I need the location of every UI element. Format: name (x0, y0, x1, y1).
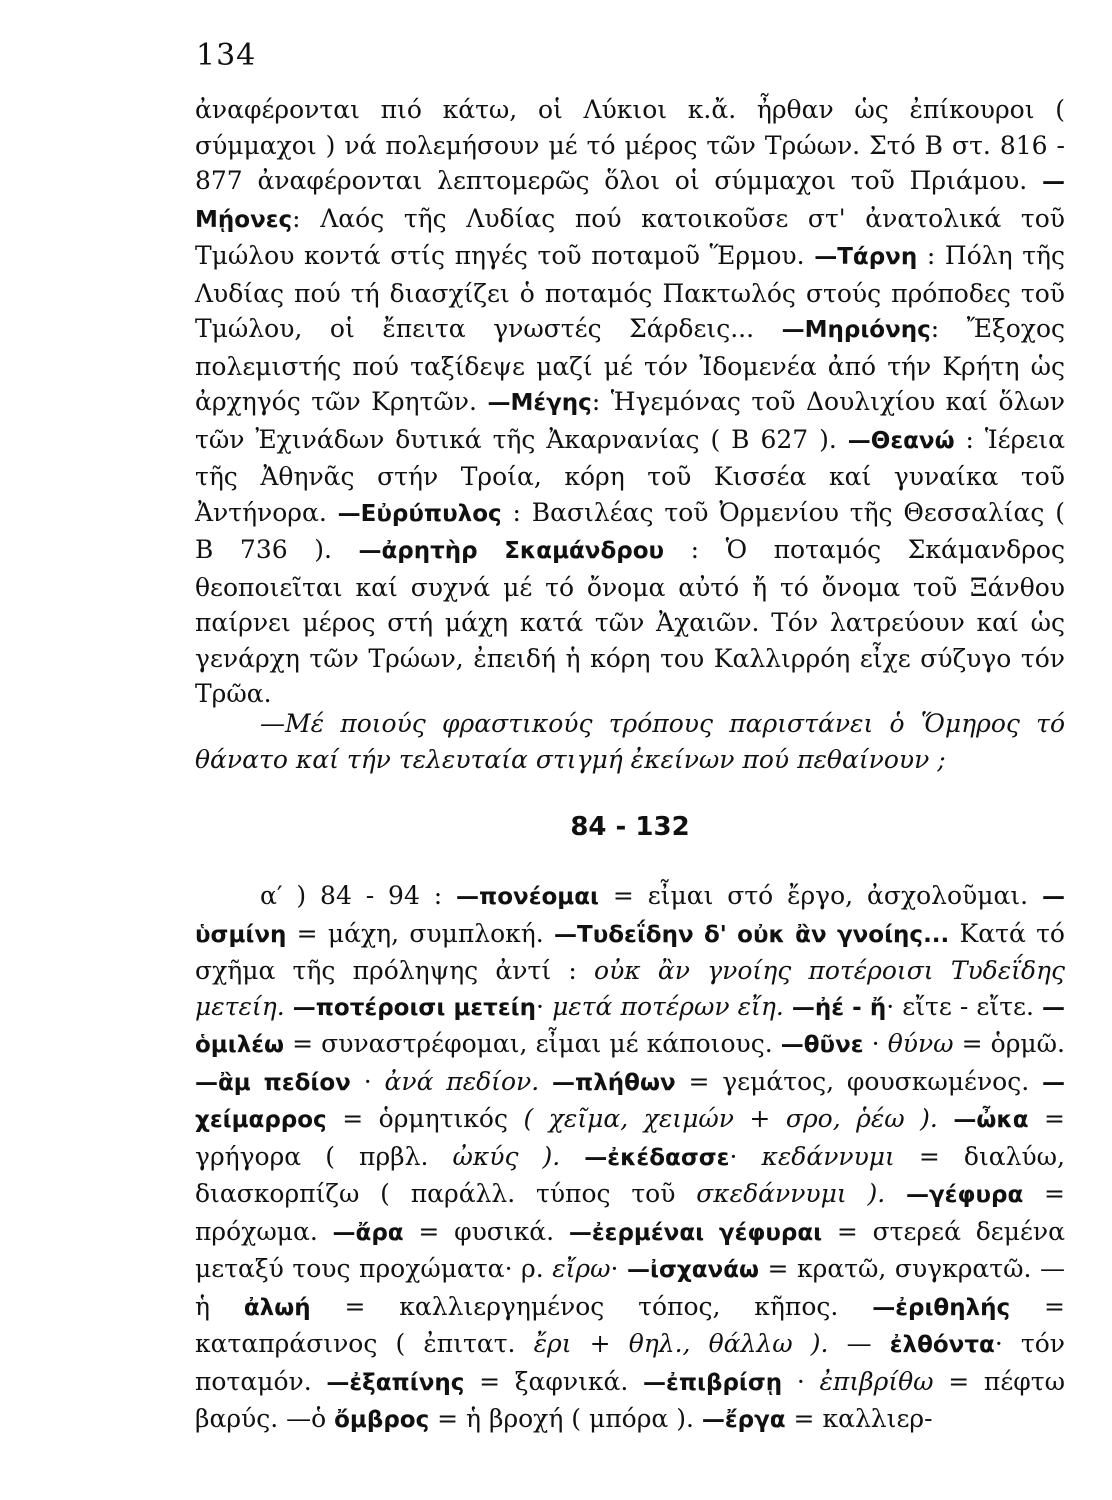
lemma-term: —πονέομαι (456, 884, 599, 910)
lemma-term: —ἰσχανάω (627, 1257, 759, 1283)
lemma-term: —ἐκέδασσε (584, 1144, 730, 1171)
text-run: = μάχη, συμπλοκή. (286, 918, 555, 948)
text-run: = πρόχωμα. (195, 1179, 1065, 1246)
lemma-term: —θῦνε (780, 1032, 864, 1058)
lemma-term: —Εὐρύπυλος (337, 500, 502, 527)
greek-citation: κεδάννυμι (761, 1141, 895, 1171)
text-run: = ὁρμῶ. (953, 1029, 1066, 1058)
text-run: · (782, 1366, 820, 1396)
lemma-term: —ἄρα (332, 1219, 404, 1246)
lemma-term: ὄμβρος (334, 1407, 430, 1433)
text-run (560, 1142, 584, 1171)
lemma-term: —ποτέροισι μετείη (292, 994, 537, 1021)
greek-citation: ἀνά πεδίον. (384, 1066, 540, 1096)
text-run: ἀναφέρονται πιό κάτω, οἱ Λύκιοι κ.ἄ. ἦρθαν ὡς ἐπίκουροι ( σύμμαχοι ) νά πολεμήσουν μέ τό μέρος τῶν Τρώων. Στό Β στ. 816 - 877 ἀναφέρονται λεπτομερῶς ὅλοι οἱ σύμμαχοι τοῦ Πριάμου. (195, 95, 1065, 195)
lemma-term: —ἔργα (701, 1407, 786, 1433)
text-run: : Ὁ ποταμός Σκάμανδρος θεοποιεῖται καί συχνά μέ τό ὄνομα αὐτό ἤ τό ὄνομα τοῦ Ξάνθου παίρνει μέρος στή μάχη κατά τῶν Ἀχαιῶν. Τόν λατρεύουν καί ὡς γενάρχη τῶν Τρώων, ἐπειδή ἡ κόρη του Καλλιρρόη εἶχε σύζυγο τόν Τρῶα. (195, 535, 1065, 708)
text-run: = γρήγορα ( πρβλ. (195, 1104, 1065, 1171)
text-run: = ὁρμητικός (326, 1104, 524, 1133)
lemma-term: —Τάρνη (814, 244, 918, 270)
text-run: Κατά τό σχῆμα τῆς πρόληψης ἀντί : (195, 918, 1065, 985)
text-run: · (610, 1254, 628, 1283)
greek-citation: ἔρι + θηλ., θάλλω ). (533, 1329, 829, 1358)
text-run: = φυσικά. (403, 1216, 569, 1246)
lemma-term: —Μέγης (487, 390, 592, 416)
lemma-term: —γέφυρα (905, 1182, 1024, 1208)
text-run: : Βασιλέας τοῦ Ὀρμενίου τῆς Θεσσαλίας ( Β 736 ). (195, 497, 1065, 564)
text-run (938, 1104, 954, 1133)
text-run: = ξαφνικά. (464, 1366, 644, 1396)
text-run (285, 992, 293, 1021)
lemma-term: —ὦκα (953, 1107, 1029, 1133)
lemma-term: —ἐπιβρίσῃ (643, 1369, 783, 1396)
lemma-term: —ὑσμίνη (195, 884, 1065, 948)
page-number: 134 (196, 38, 257, 73)
lemma-term: —Τυδεΐδην δ' οὐκ ἂν γνοίης... (554, 921, 950, 948)
lemma-term: —ἠέ - ἤ (791, 994, 887, 1021)
text-run: · (536, 991, 553, 1021)
greek-citation: οὐκ ἂν γνοίης ποτέροισι Τυδεΐδης μετείη. (195, 956, 1065, 1021)
lemma-term: —πλήθων (552, 1069, 676, 1096)
lemma-term: ἐλθόντα (889, 1332, 995, 1358)
text-run: · (863, 1029, 888, 1058)
lemma-term: —ἐερμέναι γέφυραι (568, 1219, 823, 1246)
text-run: · (350, 1066, 385, 1096)
lemma-term: —ἐξαπίνης (326, 1369, 465, 1396)
lemma-term: —ὁμιλέω (195, 994, 1066, 1058)
text-run: = ἡ βροχή ( μπόρα ). (429, 1404, 702, 1433)
text-run: : Λαός τῆς Λυδίας πού κατοικοῦσε στ' ἀνατολικά τοῦ Τμώλου κοντά στίς πηγές τοῦ ποταμοῦ Ἕρμου. (195, 203, 1065, 270)
lemma-term: —Μηριόνης (781, 317, 931, 343)
text-run: — (828, 1329, 890, 1358)
text-run: = στερεά δεμένα μεταξύ τους προχώματα· ρ. (195, 1216, 1065, 1283)
text-run: = εἶμαι στό ἔργο, ἀσχολοῦμαι. (599, 881, 1042, 910)
lemma-term: —ἀρητὴρ Σκαμάνδρου (358, 538, 665, 564)
text-run: = πέφτω βαρύς. —ὁ (195, 1366, 1066, 1433)
lemma-term: —χείμαρρος (195, 1069, 1065, 1133)
text-run: = κρατῶ, συγκρατῶ. —ἡ (195, 1254, 1065, 1321)
lemma-term: —Μῄονες (195, 169, 1065, 233)
text-run: = καλλιεργημένος τόπος, κῆπος. (310, 1291, 873, 1321)
section-heading: 84 - 132 (570, 812, 690, 842)
text-run: = συναστρέφομαι, εἶμαι μέ κάποιους. (284, 1029, 781, 1058)
greek-citation: μετά ποτέρων εἴη. (552, 991, 784, 1021)
greek-citation: εἴρω (552, 1254, 611, 1283)
text-run (539, 1067, 552, 1096)
text-run: = διαλύω, διασκορπίζω ( παράλλ. τύπος τοῦ (195, 1141, 1065, 1208)
lemma-term: —ἂμ πεδίον (195, 1069, 351, 1096)
text-run: : Ἡγεμόνας τοῦ Δουλιχίου καί ὅλων τῶν Ἐχινάδων δυτικά τῆς Ἀκαρνανίας ( Β 627 ). (195, 387, 1065, 454)
text-run (784, 992, 792, 1021)
text-run: · τόν ποταμόν. (195, 1329, 1065, 1396)
lemma-term: —ἐριθηλής (872, 1294, 1011, 1321)
text-run: = γεμάτος, φουσκωμένος. (675, 1066, 1042, 1096)
text-run: : Ἱέρεια τῆς Ἀθηνᾶς στήν Τροία, κόρη τοῦ Κισσέα καί γυναίκα τοῦ Ἀντήνορα. (195, 424, 1065, 527)
greek-citation: σκεδάννυμι ). (696, 1179, 886, 1208)
text-run: α′ ) 84 - 94 : (260, 881, 457, 910)
study-question: —Μέ ποιούς φραστικούς τρόπους παριστάνει ὁ Ὅμηρος τό θάνατο καί τήν τελευταία στιγμή ἐκείνων πού πεθαίνουν ; (195, 709, 1065, 774)
text-run: · (729, 1141, 762, 1171)
text-run: : Ἔξοχος πολεμιστής πού ταξίδεψε μαζί μέ τόν Ἰδομενέα ἀπό τήν Κρήτη ὡς ἀρχηγός τῶν Κρητῶν. (195, 314, 1065, 416)
text-run: = καλλιερ- (785, 1404, 933, 1433)
greek-citation: ὠκύς ). (452, 1141, 561, 1171)
text-run: · εἴτε - εἴτε. (886, 991, 1043, 1021)
lemma-term: ἀλωή (243, 1294, 311, 1321)
text-run (885, 1179, 906, 1208)
text-run: = καταπράσινος ( ἐπιτατ. (195, 1291, 1065, 1358)
text-run: : Πόλη τῆς Λυδίας πού τή διασχίζει ὁ ποταμός Πακτωλός στούς πρόποδες τοῦ Τμώλου, οἱ ἔπειτα γνωστές Σάρδεις... (195, 241, 1066, 343)
greek-citation: ( χεῖμα, χειμών + σρο, ῥέω ). (523, 1104, 938, 1133)
lemma-term: —Θεανώ (847, 427, 955, 454)
greek-citation: θύνω (887, 1029, 954, 1058)
glossary-paragraph (195, 92, 1065, 712)
notes-paragraph (195, 878, 1065, 1439)
greek-citation: ἐπιβρίθω (819, 1366, 934, 1396)
